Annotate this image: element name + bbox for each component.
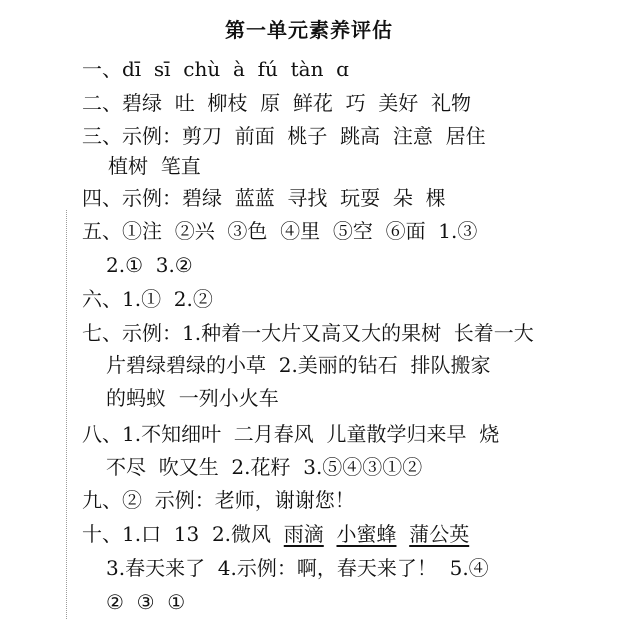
answer-line-7: 七、示例：1.种着一大片又高又大的果树 长着一大 xyxy=(82,321,534,345)
page-title: 第一单元素养评估 xyxy=(225,18,393,42)
answer-line-10-cont-2: ② ③ ① xyxy=(106,590,186,614)
answer-line-1: 一、dī sī chù à fú tàn ɑ xyxy=(82,57,349,81)
answer-line-8-cont: 不尽 吹又生 2.花籽 3.⑤④③①② xyxy=(106,455,423,479)
answer-line-7-cont-2: 的蚂蚁 一列小火车 xyxy=(106,386,279,410)
answer-line-9: 九、② 示例：老师，谢谢您！ xyxy=(82,488,355,512)
answer-line-6: 六、1.① 2.② xyxy=(82,287,213,311)
answer-line-5-cont: 2.① 3.② xyxy=(106,253,193,277)
answer-line-3-cont: 植树 笔直 xyxy=(108,154,201,178)
answer-line-8: 八、1.不知细叶 二月春风 儿童散学归来早 烧 xyxy=(82,422,500,446)
answer-line-2: 二、碧绿 吐 柳枝 原 鲜花 巧 美好 礼物 xyxy=(82,91,472,115)
answer-line-7-cont-1: 片碧绿碧绿的小草 2.美丽的钻石 排队搬家 xyxy=(106,353,491,377)
underlined-word-raindrop: 雨滴 xyxy=(283,522,324,546)
spacer xyxy=(324,522,337,546)
answer-line-10 xyxy=(82,521,469,547)
margin-dotted-rule xyxy=(66,210,67,619)
answer-line-3: 三、示例：剪刀 前面 桃子 跳高 注意 居住 xyxy=(82,124,486,148)
answer-line-4: 四、示例：碧绿 蓝蓝 寻找 玩耍 朵 棵 xyxy=(82,186,446,210)
spacer xyxy=(396,522,409,546)
answer-line-10-cont-1: 3.春天来了 4.示例：啊，春天来了！ 5.④ xyxy=(106,556,489,580)
answer-line-5: 五、①注 ②兴 ③色 ④里 ⑤空 ⑥面 1.③ xyxy=(82,219,478,243)
underlined-word-dandelion: 蒲公英 xyxy=(409,522,470,546)
underlined-word-bee: 小蜜蜂 xyxy=(336,522,397,546)
answer-line-10-part: 十、1.口 13 2.微风 xyxy=(82,522,284,546)
